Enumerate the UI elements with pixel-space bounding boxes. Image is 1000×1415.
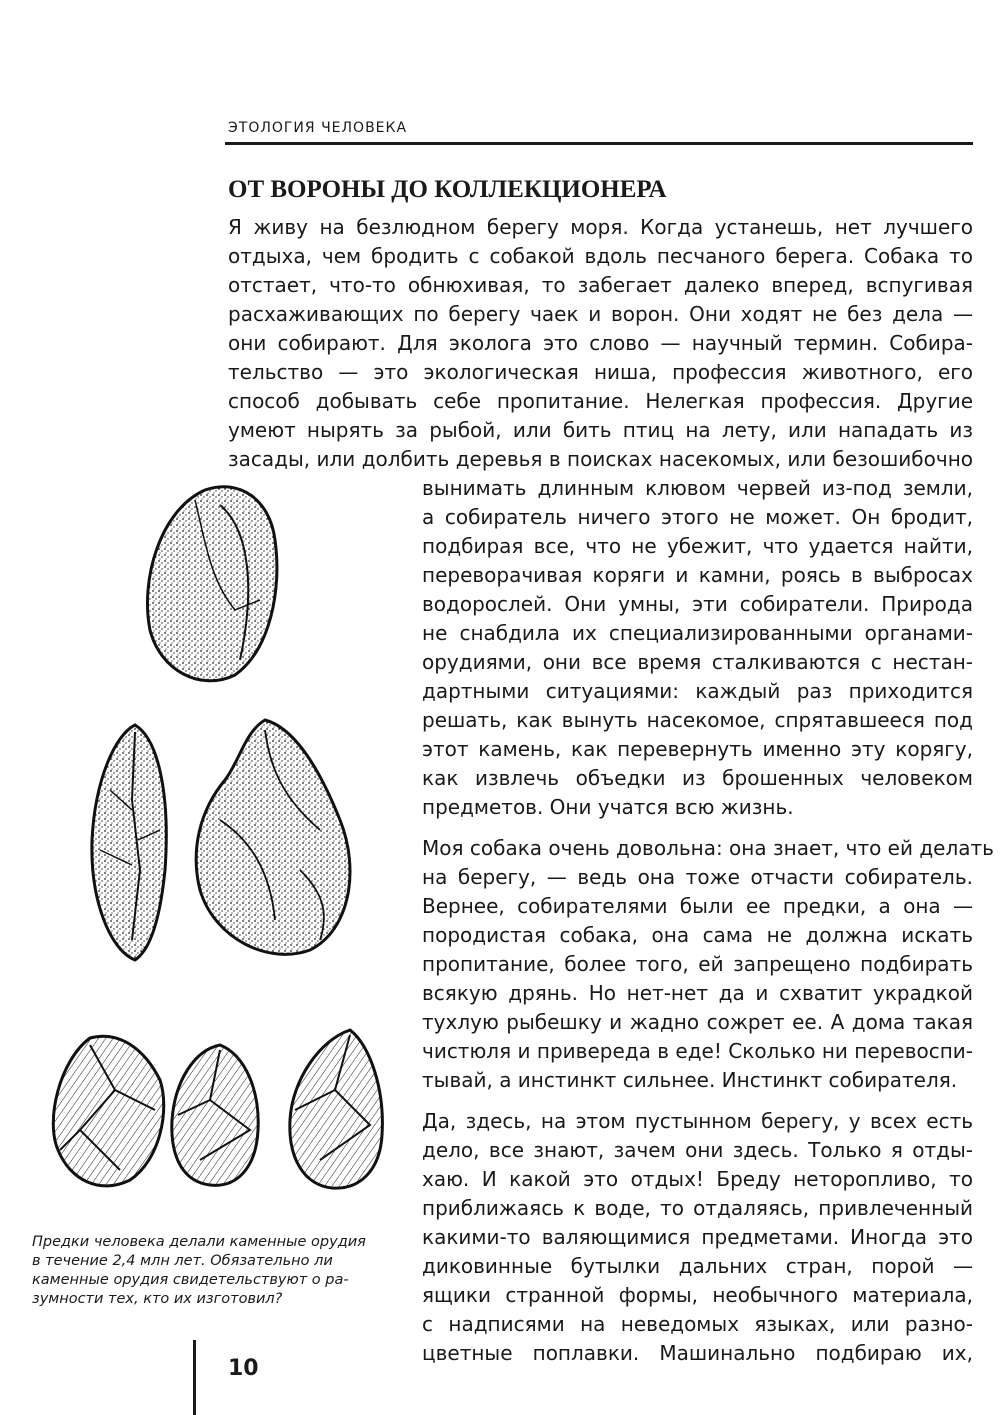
text-line: пропитание, более того, ей запрещено подбирать [422,952,973,976]
text-line: ящики странной формы, необычного материала, [422,1283,973,1307]
text-line: диковинные бутылки дальних стран, порой — [422,1254,973,1278]
caption-line: зумности тех, кто их изготовил? [32,1291,283,1307]
text-line: хаю. И какой это отдых! Бреду неторопливо, то [422,1167,973,1191]
stone-tool [53,1036,163,1186]
text-line: решать, как вынуть насекомое, спрятавшееся под [422,708,973,732]
text-line: расхаживающих по берегу чаек и ворон. Они ходят не без дела — [228,302,973,326]
text-line: предметов. Они учатся всю жизнь. [422,795,794,819]
stone-tool [147,487,276,681]
text-line: тухлую рыбешку и жадно сожрет ее. А дома такая [422,1010,973,1034]
stone-tool [172,1045,258,1185]
text-line: отдыха, чем бродить с собакой вдоль песчаного берега. Собака то [228,244,973,268]
text-line: не снабдила их специализированными органами- [422,621,973,645]
stone-tool [92,725,166,960]
text-line: с надписями на неведомых языках, или разно- [422,1312,973,1336]
stone-tools-illustration [20,470,410,1210]
text-line: вынимать длинным клювом червей из-под земли, [422,476,973,500]
text-line: орудиями, они все время сталкиваются с нестан- [422,650,973,674]
text-line: тывай, а инстинкт сильнее. Инстинкт собирателя. [422,1068,958,1092]
text-line: чистюля и привереда в еде! Сколько ни перевоспи- [422,1039,973,1063]
page-number: 10 [228,1356,259,1381]
text-line: как извлечь объедки из брошенных человеком [422,766,973,790]
text-line: какими-то валяющимися предметами. Иногда это [422,1225,973,1249]
text-line: способ добывать себе пропитание. Нелегкая профессия. Другие [228,389,973,413]
text-line: всякую дрянь. Но нет-нет да и схватит украдкой [422,981,973,1005]
text-line: дартными ситуациями: каждый раз приходится [422,679,973,703]
text-line: подбирая все, что не убежит, что удается найти, [422,534,973,558]
stone-tool [196,720,350,954]
caption-line: каменные орудия свидетельствуют о ра- [32,1272,349,1288]
text-line: они собирают. Для эколога это слово — научный термин. Собира- [228,331,973,355]
text-line: Да, здесь, на этом пустынном берегу, у всех есть [422,1109,973,1133]
chapter-title: ОТ ВОРОНЫ ДО КОЛЛЕКЦИОНЕРА [228,176,667,203]
text-line: а собиратель ничего этого не может. Он бродит, [422,505,973,529]
text-line: приближаясь к воде, то отдаляясь, привлеченный [422,1196,973,1220]
text-line: дело, все знают, зачем они здесь. Только я отды- [422,1138,973,1162]
caption-line: в течение 2,4 млн лет. Обязательно ли [32,1253,333,1269]
text-line: породистая собака, она сама не должна искать [422,923,973,947]
text-line: цветные поплавки. Машинально подбираю их, [422,1341,973,1365]
figure-caption [32,1233,392,1309]
caption-line: Предки человека делали каменные орудия [32,1234,366,1250]
text-line: Моя собака очень довольна: она знает, что ей делать [422,836,994,860]
text-line: тельство — это экологическая ниша, профессия животного, его [228,360,973,384]
running-head: ЭТОЛОГИЯ ЧЕЛОВЕКА [228,120,408,136]
text-line: отстает, что-то обнюхивая, то забегает далеко вперед, вспугивая [228,273,973,297]
stone-tool [290,1030,383,1188]
text-line: этот камень, как перевернуть именно эту корягу, [422,737,973,761]
page-number-rule [193,1340,196,1415]
text-line: переворачивая коряги и камни, роясь в выбросах [422,563,973,587]
text-line: Вернее, собирателями были ее предки, а она — [422,894,973,918]
text-line: Я живу на безлюдном берегу моря. Когда устанешь, нет лучшего [228,215,973,239]
text-line: умеют нырять за рыбой, или бить птиц на лету, или нападать из [228,418,973,442]
right-column [422,0,994,1365]
text-line: водорослей. Они умны, эти собиратели. Природа [422,592,973,616]
text-line: на берегу, — ведь она тоже отчасти собиратель. [422,865,973,889]
text-line: засады, или долбить деревья в поисках насекомых, или безошибочно [228,447,973,471]
